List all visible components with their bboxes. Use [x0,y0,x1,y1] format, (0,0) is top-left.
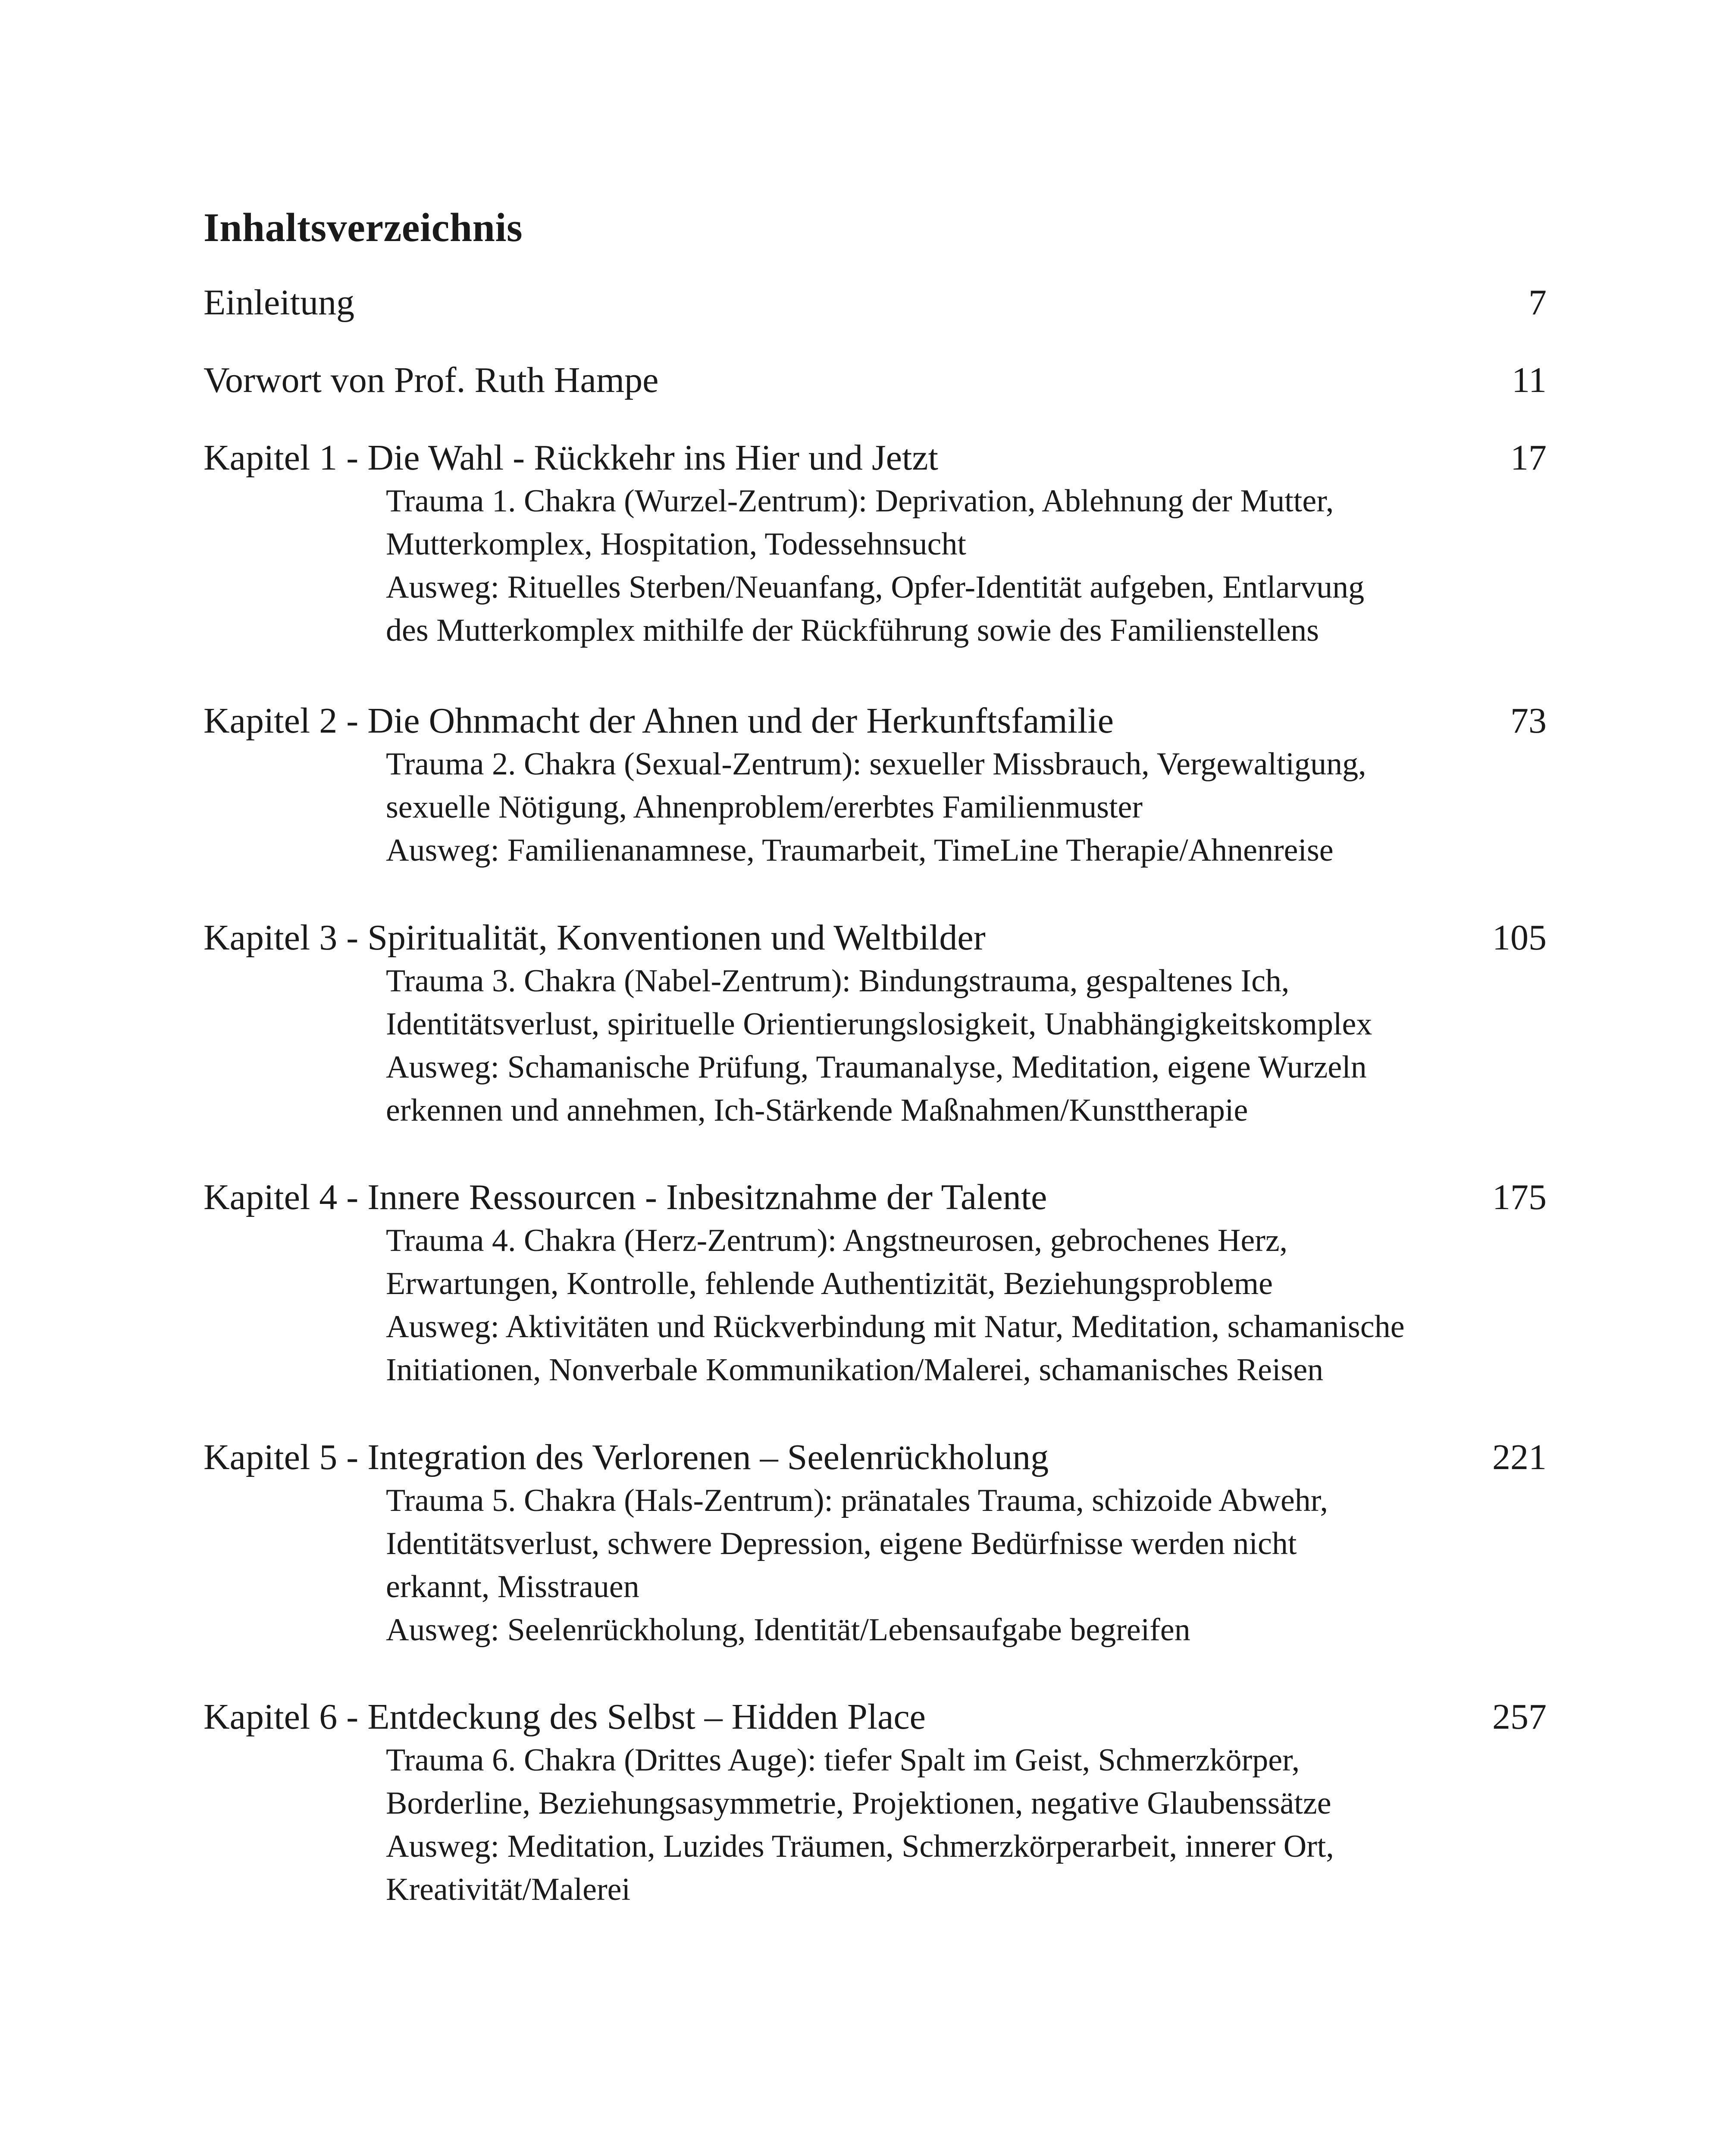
toc-entry-kapitel-1 [204,436,1547,652]
toc-entry-kapitel-4 [204,1176,1547,1391]
toc-entry-title: Kapitel 3 - Spiritualität, Konventionen und Weltbilder [204,918,986,958]
toc-entry-description-line: Ausweg: Rituelles Sterben/Neuanfang, Opfer-Identität aufgeben, Entlarvung [386,570,1365,605]
toc-entry-kapitel-3 [204,916,1547,1132]
toc-entry-description-line: sexuelle Nötigung, Ahnenproblem/ererbtes Familienmuster [386,790,1143,825]
toc-entry-page-number: 73 [1510,701,1547,741]
toc-entry-title: Kapitel 1 - Die Wahl - Rückkehr ins Hier und Jetzt [204,438,938,478]
toc-entry-kapitel-5 [204,1436,1547,1651]
toc-entry-description-line: des Mutterkomplex mithilfe der Rückführung sowie des Familienstellens [386,613,1319,648]
toc-entry-row [204,436,1547,479]
toc-entry-description-line: Trauma 2. Chakra (Sexual-Zentrum): sexueller Missbrauch, Vergewaltigung, [386,746,1366,782]
toc-entry-description-line: Mutterkomplex, Hospitation, Todessehnsucht [386,526,966,562]
toc-entry-title: Kapitel 6 - Entdeckung des Selbst – Hidden Place [204,1697,926,1737]
toc-entry-description-line: Trauma 5. Chakra (Hals-Zentrum): pränatales Trauma, schizoide Abwehr, [386,1483,1328,1518]
toc-entry-description-line: Kreativität/Malerei [386,1872,631,1907]
toc-entry-title: Kapitel 5 - Integration des Verlorenen – Seelenrückholung [204,1437,1049,1477]
toc-entry-vorwort [204,359,1547,402]
toc-entry-description-line: erkennen und annehmen, Ich-Stärkende Maßnahmen/Kunsttherapie [386,1093,1248,1128]
toc-entry-description-line: Ausweg: Schamanische Prüfung, Traumanalyse, Meditation, eigene Wurzeln [386,1050,1367,1085]
toc-entry-row [204,359,1547,402]
toc-entry-title: Kapitel 4 - Innere Ressourcen - Inbesitznahme der Talente [204,1177,1047,1217]
toc-entry-description-line: Ausweg: Aktivitäten und Rückverbindung mit Natur, Meditation, schamanische [386,1309,1405,1344]
toc-entry-description [386,959,1550,1132]
toc-entry-page-number: 175 [1492,1177,1547,1217]
toc-entry-description [386,1739,1550,1911]
toc-entry-description-line: Trauma 3. Chakra (Nabel-Zentrum): Bindungstrauma, gespaltenes Ich, [386,963,1290,999]
toc-entry-description [386,1479,1550,1651]
toc-entry-row [204,1176,1547,1219]
toc-entry-description [386,1219,1550,1391]
toc-entry-description-line: Erwartungen, Kontrolle, fehlende Authentizität, Beziehungsprobleme [386,1266,1273,1301]
toc-entry-title: Einleitung [204,282,354,323]
toc-entry-page-number: 11 [1512,360,1547,400]
toc-entry-description-line: Borderline, Beziehungsasymmetrie, Projektionen, negative Glaubenssätze [386,1786,1331,1821]
toc-entry-description-line: erkannt, Misstrauen [386,1569,639,1604]
toc-entry-title: Kapitel 2 - Die Ohnmacht der Ahnen und der Herkunftsfamilie [204,701,1114,741]
toc-entry-kapitel-6 [204,1695,1547,1911]
toc-entry-description-line: Ausweg: Familienanamnese, Traumarbeit, TimeLine Therapie/Ahnenreise [386,833,1334,868]
toc-entry-description-line: Ausweg: Seelenrückholung, Identität/Lebensaufgabe begreifen [386,1612,1190,1648]
toc-entry-page-number: 105 [1492,918,1547,958]
toc-entry-page-number: 257 [1492,1697,1547,1737]
toc-entry-row [204,916,1547,959]
toc-entry-page-number: 221 [1492,1437,1547,1477]
toc-entry-page-number: 17 [1510,438,1547,478]
toc-entry-row [204,1436,1547,1479]
toc-heading: Inhaltsverzeichnis [204,205,523,250]
toc-entry-description-line: Initiationen, Nonverbale Kommunikation/Malerei, schamanisches Reisen [386,1352,1324,1388]
toc-entry-description-line: Identitätsverlust, schwere Depression, eigene Bedürfnisse werden nicht [386,1526,1297,1561]
toc-entry-description [386,479,1550,652]
toc-entry-page-number: 7 [1528,282,1547,323]
toc-entry-row [204,699,1547,743]
toc-entry-description [386,743,1550,872]
toc-entry-einleitung [204,281,1547,324]
toc-entry-row [204,1695,1547,1739]
toc-entry-description-line: Trauma 1. Chakra (Wurzel-Zentrum): Deprivation, Ablehnung der Mutter, [386,483,1334,519]
toc-entry-row [204,281,1547,324]
toc-entry-kapitel-2 [204,699,1547,872]
toc-entry-description-line: Ausweg: Meditation, Luzides Träumen, Schmerzkörperarbeit, innerer Ort, [386,1829,1334,1864]
toc-entry-description-line: Trauma 4. Chakra (Herz-Zentrum): Angstneurosen, gebrochenes Herz, [386,1223,1288,1258]
toc-entry-description-line: Trauma 6. Chakra (Drittes Auge): tiefer Spalt im Geist, Schmerzkörper, [386,1742,1300,1778]
toc-entry-description-line: Identitätsverlust, spirituelle Orientierungslosigkeit, Unabhängigkeitskomplex [386,1006,1372,1042]
toc-entry-title: Vorwort von Prof. Ruth Hampe [204,360,659,400]
